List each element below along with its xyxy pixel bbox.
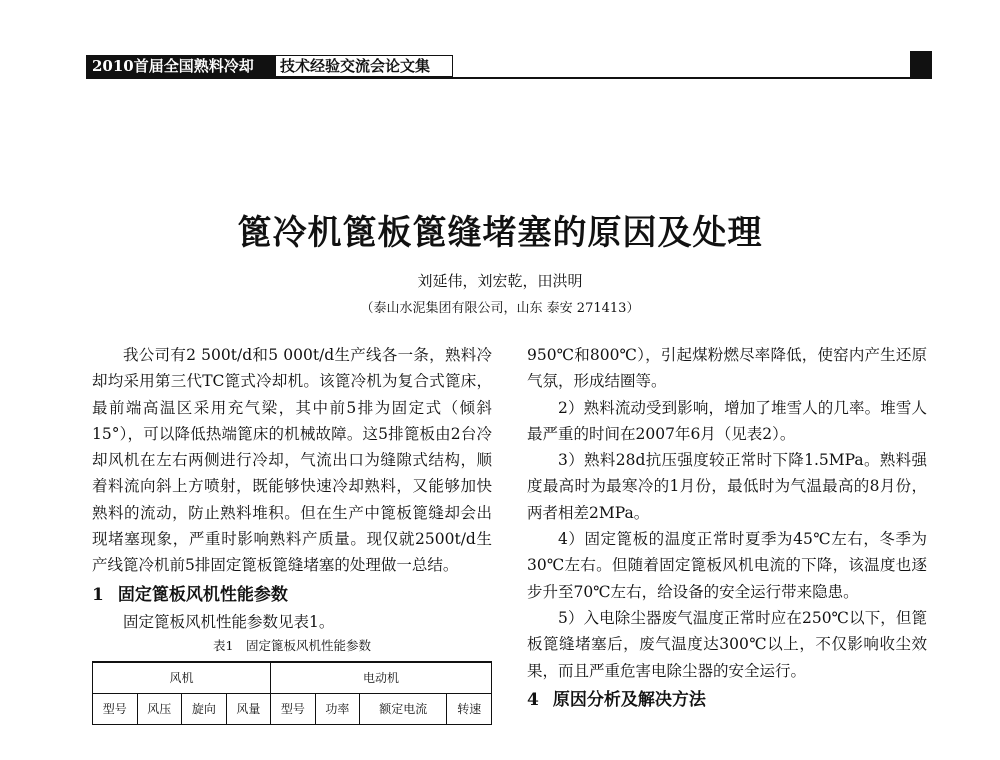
paper-title: 篦冷机篦板篦缝堵塞的原因及处理	[237, 213, 763, 253]
item-2-paragraph: 2）熟料流动受到影响，增加了堆雪人的几率。堆雪人最严重的时间在2007年6月（见表2）。	[527, 398, 927, 443]
section-1-number: 1	[92, 584, 104, 605]
table-group-fan: 风机	[93, 662, 271, 694]
table-header-cell: 风量	[226, 693, 271, 724]
header-rule	[86, 77, 932, 79]
right-column	[527, 342, 927, 714]
table-header-cell: 转速	[447, 693, 492, 724]
table-header-cell: 额定电流	[360, 693, 447, 724]
section-4-heading	[527, 686, 927, 714]
journal-name-boxed: 技术经验交流会论文集	[276, 55, 453, 77]
table-header-cell: 风压	[137, 693, 182, 724]
table-header-cell: 旋向	[182, 693, 227, 724]
table-header-cell: 型号	[93, 693, 138, 724]
intro-paragraph: 我公司有2 500t/d和5 000t/d生产线各一条，熟料冷却均采用第三代TC篦式冷却机。该篦冷机为复合式篦床，最前端高温区采用充气梁，其中前5排为固定式（倾斜15°），可以降低热端篦床的机械故障。这5排篦板由2台冷却风机在左右两侧进行冷却，气流出口为缝隙式结构，顺着料流向斜上方喷射，既能够快速冷却熟料，又能够加快熟料的流动，防止熟料堆积。但在生产中篦板篦缝却会出现堵塞现象，严重时影响熟料产质量。现仅就2500t/d生产线篦冷机前5排固定篦板篦缝堵塞的处理做一总结。	[92, 346, 492, 575]
section-1-text: 固定篦板风机性能参数见表1。	[123, 612, 335, 631]
section-1-heading	[92, 581, 492, 609]
running-header	[86, 55, 932, 77]
item-5-paragraph: 5）入电除尘器废气温度正常时应在250℃以下，但篦板篦缝堵塞后，废气温度达300℃以上，不仅影响收尘效果，而且严重危害电除尘器的安全运行。	[527, 608, 927, 680]
authors: 刘延伟，刘宏乾，田洪明	[417, 272, 583, 290]
journal-name-highlight: 2010首届全国熟料冷却	[86, 55, 276, 77]
table-group-motor: 电动机	[271, 662, 492, 694]
affiliation: （泰山水泥集团有限公司，山东 泰安 271413）	[360, 301, 640, 316]
header-corner-block	[910, 51, 932, 77]
item-4-paragraph: 4）固定篦板的温度正常时夏季为45℃左右，冬季为30℃左右。但随着固定篦板风机电流的下降，该温度也逐步升至70℃左右，给设备的安全运行带来隐患。	[527, 530, 927, 601]
table-1	[92, 661, 492, 725]
section-4-title: 原因分析及解决方法	[552, 689, 706, 710]
left-column	[92, 342, 492, 725]
item-3-paragraph: 3）熟料28d抗压强度较正常时下降1.5MPa。熟料强度最高时为最寒冷的1月份，最低时为气温最高的8月份，两者相差2MPa。	[527, 451, 927, 522]
table-header-cell: 型号	[271, 693, 316, 724]
section-1-title: 固定篦板风机性能参数	[117, 584, 288, 605]
table-1-caption: 表1 固定篦板风机性能参数	[213, 637, 371, 653]
section-4-number: 4	[527, 689, 539, 710]
table-header-cell: 功率	[315, 693, 360, 724]
continued-paragraph: 950℃和800℃），引起煤粉燃尽率降低，使窑内产生还原气氛，形成结圈等。	[527, 346, 927, 391]
